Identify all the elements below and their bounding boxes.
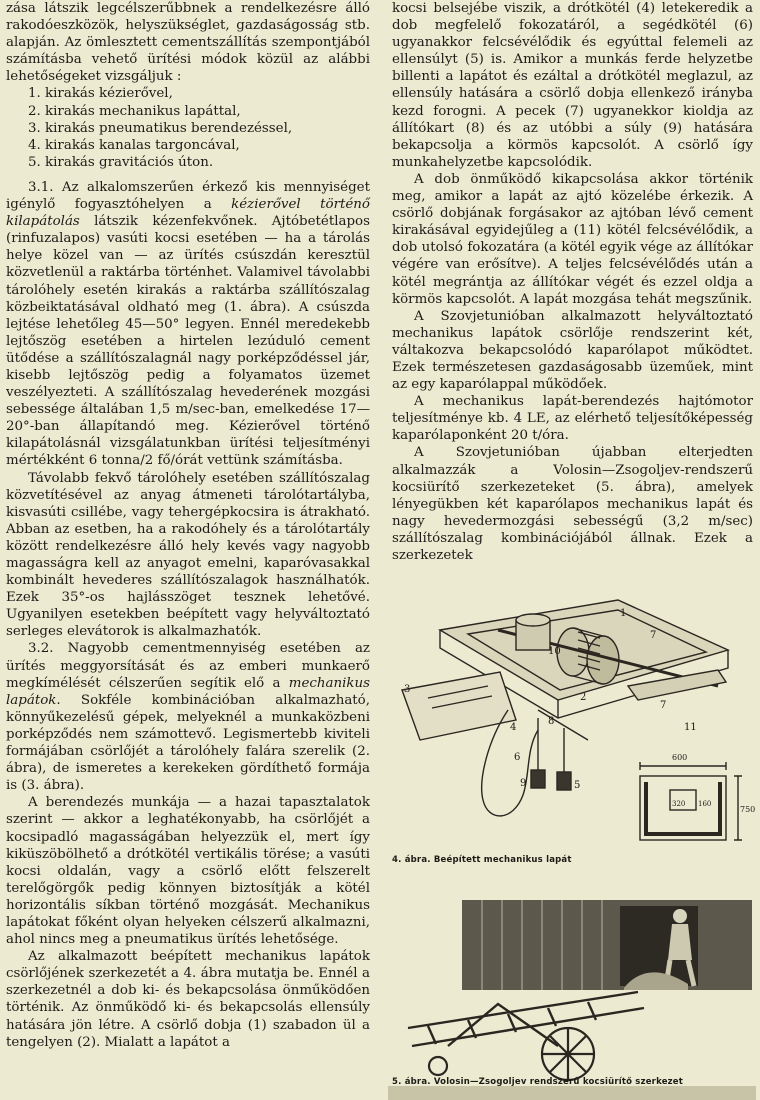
list-item: 4. kirakás kanalas targoncával,	[28, 137, 240, 153]
part-label: 6	[514, 752, 521, 763]
part-label: 9	[520, 778, 527, 789]
figure-4-winch-drawing	[388, 590, 756, 870]
dimension-label: 750	[740, 805, 756, 814]
paragraph-text: . Sokféle kombinációban alkalmazható, könnyűkezelésű gépek, melyeknél a munkaközbeni porképződés nem számottevő. Legismertebb kiviteli formájában csörlőjét a tárolóhely falára szerelik (2. ábra), de ismeretes a kerekeken gördíthető formája is (3. ábra).	[6, 692, 370, 794]
motor-power-paragraph: A mechanikus lapát-berendezés hajtómotor teljesítménye kb. 4 LE, az elérhető teljesítőképesség kaparólaponként 20 t/óra.	[392, 394, 753, 444]
dimension-label: 600	[672, 753, 688, 762]
part-label: 1	[620, 608, 627, 619]
left-column	[6, 0, 370, 1051]
list-item: 2. kirakás mechanikus lapáttal,	[28, 103, 241, 119]
part-label: 5	[574, 780, 581, 791]
dimension-label: 320	[672, 800, 686, 808]
paragraph-text: 3.2. Nagyobb cementmennyiség esetében az ürítés meggyorsítását és az emberi munkaerő megkímélését célszerűen segítik elő a	[6, 641, 370, 691]
part-label: 7	[660, 700, 667, 711]
part-label: 11	[684, 722, 697, 733]
distant-storage-paragraph: Távolabb fekvő tárolóhely esetében szállítószalag közvetítésével az anyag átmeneti tárolótartályba, kisvasúti csillébe, vagy tehergépkocsira is átrakható. Abban az esetben, ha a rakodóhely és a tárolótartály között rendelkezésre álló hely kevés vagy nagyobb magasságra kell az anyagot emelni, kaparóvasakkal kombinált hevederes szállítószalagok használhatók. Ezek 35°-os hajlásszöget tesznek lehetővé. Ugyanilyen esetekben beépített vagy helyváltoztató serleges elevátorok is alkalmazhatók.	[6, 470, 370, 640]
figure-4-caption: 4. ábra. Beépített mechanikus lapát	[392, 855, 572, 865]
soviet-shovel-paragraph: A Szovjetunióban alkalmazott helyváltoztató mechanikus lapátok csörlője rendszerint két, váltakozva bekapcsolódó kaparólapot működtet. Ezek természetesen gazdaságosabb üzeműek, mint az egy kaparólappal működőek.	[392, 308, 753, 393]
continued-paragraph: kocsi belsejébe viszik, a drótkötél (4) letekeredik a dob megfelelő fokozatáról, a segédkötél (6) ugyanakkor felcsévélődik és egyúttal felemeli az ellensúlyt (5) is. Amikor a munkás ferde helyzetbe billenti a lapátot és ezáltal a drótkötél meglazul, az ellensúly hatására a csörlő dobja ellenkező irányba kezd forogni. A pecek (7) ugyanekkor kioldja az állítókart (8) és az utóbbi a súly (9) hatására bekapcsolja a körmös kapcsolót. A csörlő így munkahelyzetbe kapcsolódik.	[392, 1, 753, 170]
section-3-1-paragraph	[6, 179, 370, 470]
part-label: 3	[404, 684, 411, 695]
list-item: 3. kirakás pneumatikus berendezéssel,	[28, 120, 293, 136]
unloading-methods-list	[6, 85, 370, 170]
part-label: 2	[580, 692, 587, 703]
paragraph-text: 3.1. Az alkalomszerűen érkező kis mennyiséget igénylő fogyasztóhelyen a	[6, 179, 370, 213]
list-item: 1. kirakás kézierővel,	[28, 86, 173, 102]
part-label: 10	[548, 646, 561, 657]
emphasis-text: kézierővel történő kilapátolás	[6, 197, 370, 230]
paragraph-text: látszik kézenfekvőnek. Ajtóbetétlapos (rinfuzalapos) vasúti kocsi esetében — ha a tárolás helye közel van — az ürítés csúszdán keresztül közvetlenül a raktárba történhet. Valamivel távolabbi tárolóhely esetén kirakás a raktárba szállítószalag közbeiktatásával oldható meg (1. ábra). A csúszda lejtése lehetőleg 45—50° legyen. Ennél meredekebb lejtőszög esetében a hirtelen lezúduló cement ütődése a szállítószalagnál nagy porképződéssel jár, kisebb lejtőszög pedig a folyamatos üzemet veszélyezteti. A szállítószalag hevederének mozgási sebessége általában 1,5 m/sec-ban, emelkedése 17—20°-ban állapítandó meg. Kézierővel történő kilapátolásnál vizsgálatunkban ürítési teljesítményi mértékként 6 tonna/2 fő/órát vettünk számításba.	[6, 214, 370, 469]
figure-5-unloader-photo	[388, 896, 756, 1100]
list-item: 5. kirakás gravitációs úton.	[28, 154, 214, 170]
part-label: 4	[510, 722, 517, 733]
figure-5-caption: 5. ábra. Volosin—Zsogoljev rendszerű kocsiürítő szerkezet	[392, 1077, 684, 1087]
section-3-2-paragraph	[6, 640, 370, 794]
equipment-operation-paragraph: A berendezés munkája — a hazai tapasztalatok szerint — akkor a leghatékonyabb, ha csörlőjét a kocsipadló magasságában helyezzük el, mert így kiküszöbölhető a drótkötél vertikális törése; a vasúti kocsi oldalán, vagy a csörlő előtt felszerelt terelőgörgők pedig könnyen biztosítják a kötél horizontális síkban történő mozgását. Mechanikus lapátokat főként olyan helyeken célszerű alkalmazni, ahol nincs meg a pneumatikus ürítés lehetősége.	[6, 795, 370, 948]
drum-disengage-paragraph: A dob önműködő kikapcsolása akkor történik meg, amikor a lapát az ajtó közelébe érkezik. A csörlő dobjának forgásakor az ajtóban lévő cement kirakásával egyidejűleg a (11) kötél felcsévélődik, a dob utolsó fokozatára (a kötél egyik vége az állítókar végére van erősítve). A teljes felcsévélődés után a kötél megrántja az állítókar végét és ezzel oldja a körmös kapcsolót. A lapát mozgása tehát megszűnik.	[392, 171, 753, 307]
right-column	[392, 0, 753, 564]
intro-paragraph: zása látszik legcélszerűbbnek a rendelkezésre álló rakodóeszközök, helyszükséglet, gazdaságosság stb. alapján. Az ömlesztett cementszállítás szempontjából számításba vehető ürítési módok közül az alábbi lehetőségeket vizsgáljuk :	[6, 1, 370, 85]
part-label: 8	[548, 716, 555, 727]
dimension-label: 160	[698, 800, 712, 808]
part-label: 7	[650, 630, 657, 641]
volosin-paragraph: A Szovjetunióban újabban elterjedten alkalmazzák a Volosin—Zsogoljev-rendszerű kocsiürítő szerkezeteket (5. ábra), amelyek lényegükben két kaparólapos mechanikus lapát és nagy hevedermozgási sebességű (3,2 m/sec) szállítószalag kombinációjából állnak. Ezek a szerkezetek	[392, 445, 753, 563]
emphasis-text: mechanikus lapátok	[6, 675, 370, 708]
built-in-shovel-paragraph: Az alkalmazott beépített mechanikus lapátok csörlőjének szerkezetét a 4. ábra mutatja be. Ennél a szerkezetnél a dob ki- és bekapcsolása önműködően történik. Az önműködő ki- és bekapcsolás ellensúly hatására jön létre. A csörlő dobja (1) szabadon ül a tengelyen (2). Mialatt a lapátot a	[6, 949, 370, 1050]
